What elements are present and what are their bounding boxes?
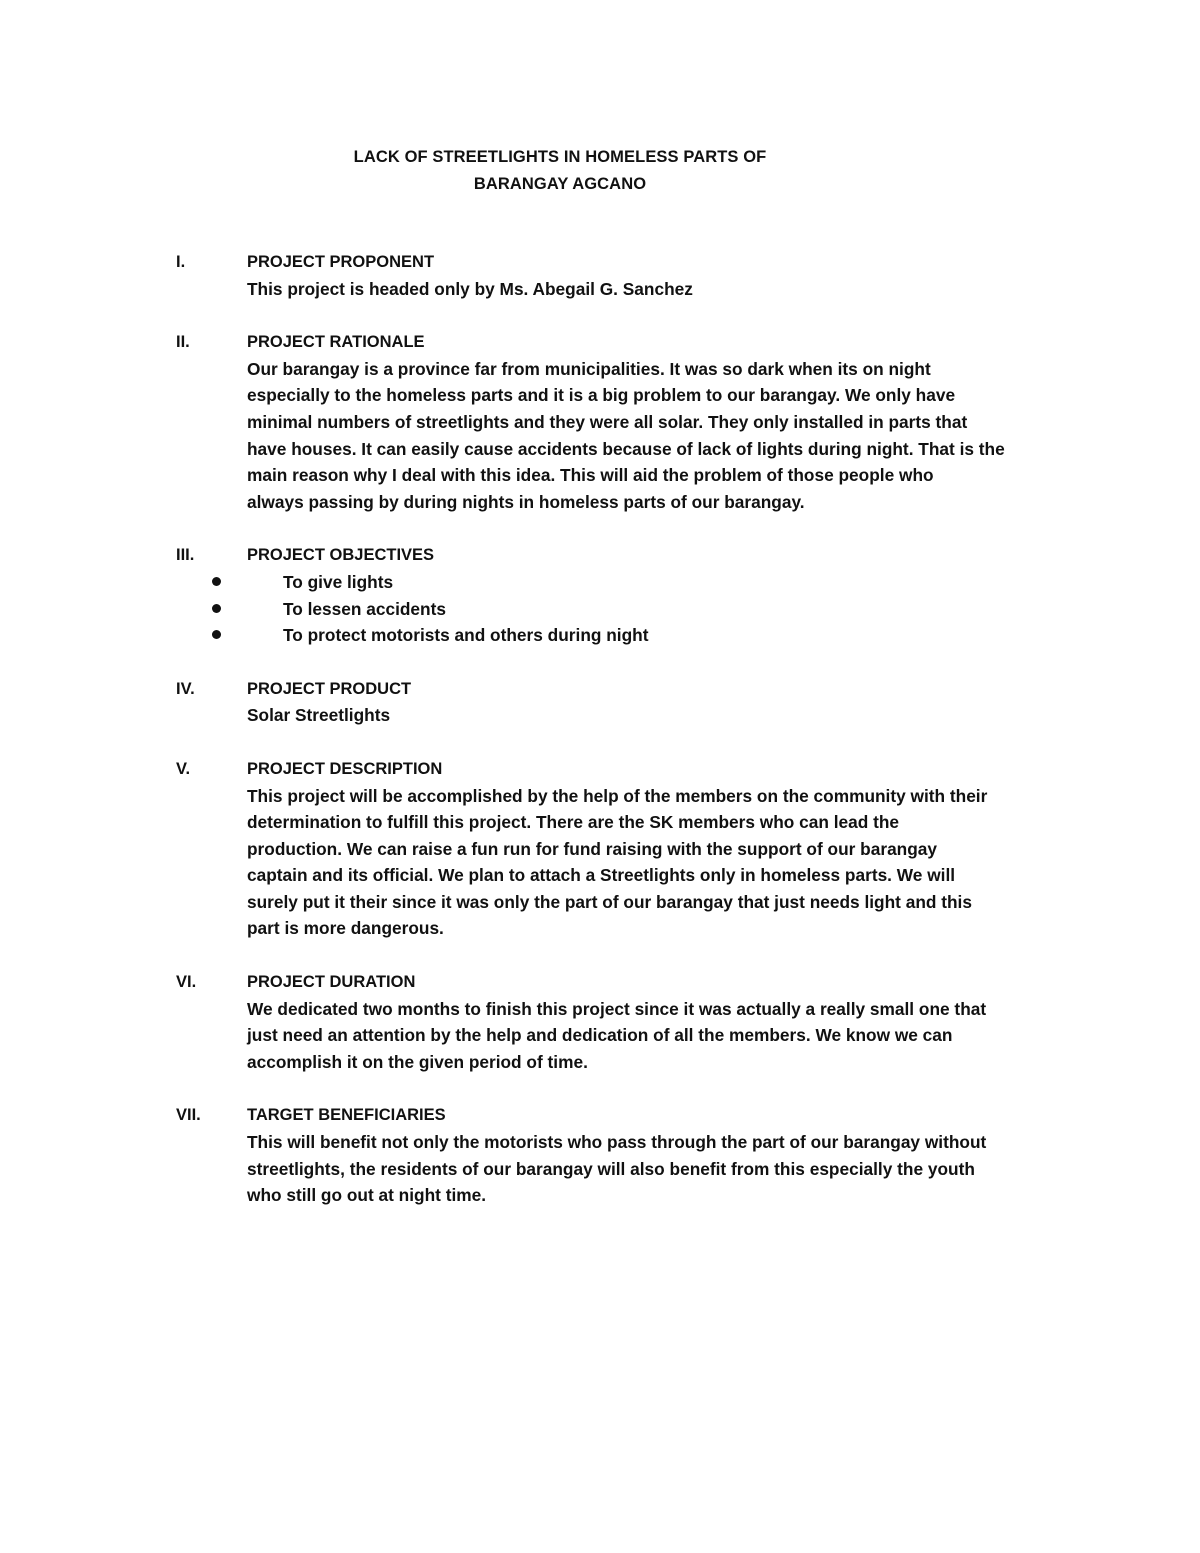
section-numeral: II. [176,333,190,352]
body-line: who still go out at night time. [247,1185,487,1206]
list-item [212,569,1067,596]
body-line: Solar Streetlights [247,705,391,726]
bullet-icon [212,630,221,639]
document-title [260,144,860,198]
section-heading: PROJECT PRODUCT [247,679,412,698]
list-item [212,622,1067,649]
section-project-proponent [176,249,1076,302]
title-line-2: BARANGAY AGCANO [473,175,647,193]
section-project-description [176,756,1076,942]
section-heading: PROJECT DESCRIPTION [247,759,443,778]
body-line: always passing by during nights in homeless parts of our barangay. [247,491,805,512]
list-item-text: To lessen accidents [283,598,446,619]
body-line: part is more dangerous. [247,918,444,939]
section-heading: PROJECT PROPONENT [247,253,435,271]
list-item [212,596,1067,623]
bullet-icon [212,577,221,586]
body-line: This will benefit not only the motorists who pass through the part of our barangay without [247,1132,987,1153]
section-heading: PROJECT OBJECTIVES [247,546,435,565]
section-numeral: V. [176,759,191,778]
body-line: have houses. It can easily cause accidents because of lack of lights during night. That is the [247,438,1005,459]
section-numeral: VII. [176,1106,201,1125]
body-line: just need an attention by the help and dedication of all the members. We know we can [247,1025,953,1046]
title-line-1: LACK OF STREETLIGHTS IN HOMELESS PARTS OF [353,148,767,166]
section-project-rationale [176,329,1076,515]
body-line: streetlights, the residents of our barangay will also benefit from this especially the youth [247,1158,975,1179]
section-project-duration [176,969,1076,1075]
objectives-list [247,569,1067,649]
body-line: captain and its official. We plan to attach a Streetlights only in homeless parts. We will [247,865,956,886]
body-line: determination to fulfill this project. There are the SK members who can lead the [247,812,900,833]
bullet-icon [212,604,221,613]
section-target-beneficiaries [176,1102,1076,1208]
body-line: minimal numbers of streetlights and they were all solar. They only installed in parts that [247,411,968,432]
section-numeral: I. [176,253,186,271]
body-line: production. We can raise a fun run for fund raising with the support of our barangay [247,838,938,859]
section-numeral: III. [176,546,195,565]
section-heading: TARGET BENEFICIARIES [247,1106,446,1125]
body-line: accomplish it on the given period of time. [247,1051,588,1072]
body-line: surely put it their since it was only the part of our barangay that just needs light and this [247,891,972,912]
body-line: We dedicated two months to finish this project since it was actually a really small one that [247,998,987,1019]
sections-list [176,249,1076,1236]
section-project-product [176,676,1076,729]
list-item-text: To give lights [283,571,394,592]
section-heading: PROJECT DURATION [247,973,416,992]
body-line: This project is headed only by Ms. Abegail G. Sanchez [247,278,693,299]
list-item-text: To protect motorists and others during night [283,625,649,646]
body-line: main reason why I deal with this idea. This will aid the problem of those people who [247,465,934,486]
section-numeral: VI. [176,973,197,992]
body-line: especially to the homeless parts and it is a big problem to our barangay. We only have [247,385,956,406]
body-line: Our barangay is a province far from municipalities. It was so dark when its on night [247,358,931,379]
body-line: This project will be accomplished by the help of the members on the community with their [247,785,988,806]
section-numeral: IV. [176,679,195,698]
section-heading: PROJECT RATIONALE [247,333,425,352]
section-project-objectives [176,542,1076,648]
